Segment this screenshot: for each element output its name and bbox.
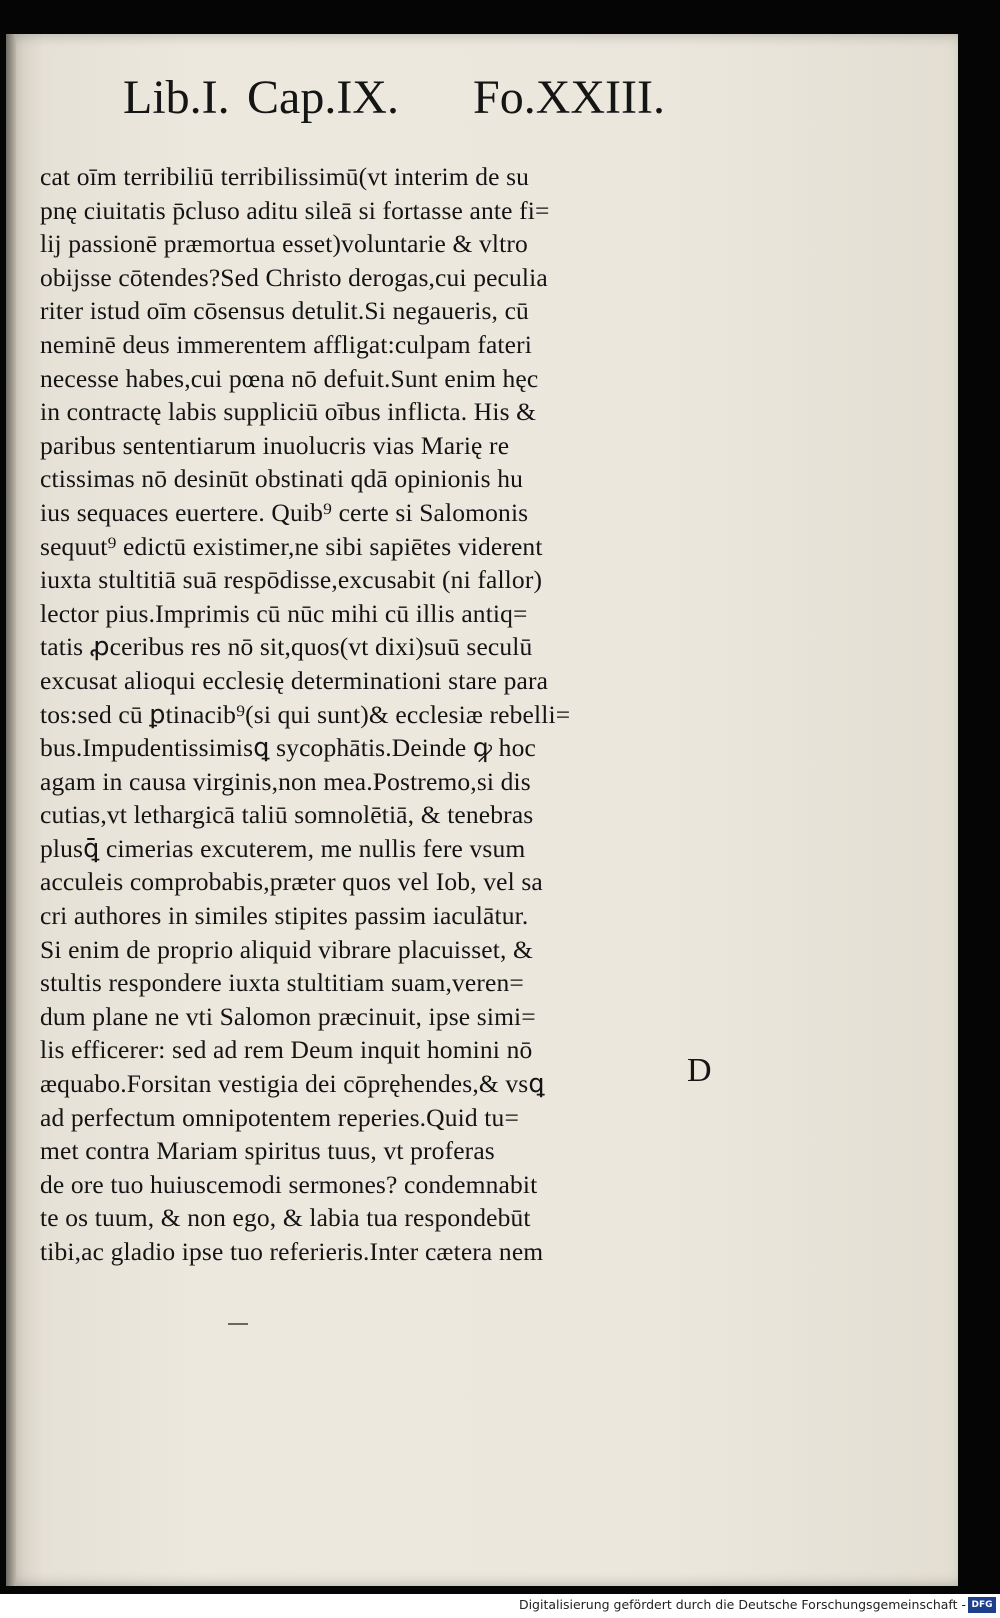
text-line: ctissimas nō desinūt obstinati qdā opinionis hu — [40, 464, 524, 494]
text-line: agam in causa virginis,non mea.Postremo,si dis — [40, 766, 531, 796]
footer-credit: Digitalisierung gefördert durch die Deutsche Forschungsgemeinschaft - — [518, 1597, 966, 1612]
running-header — [115, 70, 695, 140]
text-line: æquabo.Forsitan vestigia dei cōpręhendes,& vsꝗ — [40, 1069, 545, 1099]
text-line: in contractę labis suppliciū oībus inflicta. His & — [40, 397, 537, 427]
text-line: te os tuum, & non ego, & labia tua respondebūt — [40, 1203, 531, 1233]
page-mark-dash — [228, 1323, 248, 1325]
text-line: lector pius.Imprimis cū nūc mihi cū illis antiq= — [40, 598, 528, 628]
text-line: pnę ciuitatis p̄cluso aditu sileā si fortasse ante fi= — [40, 195, 550, 225]
margin-section-letter: D — [687, 1052, 712, 1089]
text-line: lij passionē præmortua esset)voluntarie & vltro — [40, 229, 528, 259]
text-line: plusꝗ̄ cimerias excuterem, me nullis fere vsum — [40, 833, 526, 863]
text-line: riter istud oīm cōsensus detulit.Si negaueris, cū — [40, 296, 529, 326]
text-line: lis efficerer: sed ad rem Deum inquit homini nō — [40, 1035, 533, 1065]
text-line: necesse habes,cui pœna nō defuit.Sunt enim hęc — [40, 363, 539, 393]
text-line: paribus sententiarum inuolucris vias Marię re — [40, 430, 510, 460]
text-line: ius sequaces euertere. Quib⁹ certe si Salomonis — [40, 497, 529, 527]
text-line: bus.Impudentissimisꝗ sycophātis.Deinde ꝙ hoc — [40, 733, 536, 763]
text-line: stultis respondere iuxta stultitiam suam,veren= — [40, 968, 524, 998]
header-book: Lib.I. — [123, 71, 230, 124]
text-line: tos:sed cū ꝑtinacib⁹(si qui sunt)& ecclesiæ rebelli= — [40, 699, 571, 729]
text-line: iuxta stultitiā suā respōdisse,excusabit (ni fallor) — [40, 565, 543, 595]
text-line: tibi,ac gladio ipse tuo referieris.Inter cætera nem — [40, 1237, 544, 1266]
text-line: dum plane ne vti Salomon præcinuit, ipse simi= — [40, 1001, 536, 1031]
text-line: sequut⁹ edictū existimer,ne sibi sapiētes viderent — [40, 531, 543, 561]
digitization-footer — [0, 1594, 1000, 1618]
text-line: obijsse cōtendes?Sed Christo derogas,cui peculia — [40, 262, 548, 292]
text-line: met contra Mariam spiritus tuus, vt proferas — [40, 1136, 495, 1166]
header-chapter: Cap.IX. — [247, 71, 399, 124]
text-line: cat oīm terribiliū terribilissimū(vt interim de su — [40, 162, 530, 191]
dfg-logo: DFG — [968, 1597, 996, 1613]
text-line: tatis ꝓceribus res nō sit,quos(vt dixi)suū seculū — [40, 632, 533, 662]
text-line: de ore tuo huiuscemodi sermones? condemnabit — [40, 1169, 538, 1199]
text-line: excusat alioqui ecclesię determinationi stare para — [40, 665, 549, 695]
text-line: cri authores in similes stipites passim iaculātur. — [40, 901, 529, 931]
text-line: cutias,vt lethargicā taliū somnolētiā, & tenebras — [40, 800, 534, 830]
text-line: neminē deus immerentem affligat:culpam fateri — [40, 329, 533, 359]
header-folio: Fo.XXIII. — [473, 71, 665, 124]
text-line: acculeis comprobabis,præter quos vel Iob, vel sa — [40, 867, 543, 897]
text-line: ad perfectum omnipotentem reperies.Quid tu= — [40, 1102, 519, 1132]
page-gutter-edge — [6, 34, 16, 1586]
body-text — [40, 160, 690, 1269]
text-line: Si enim de proprio aliquid vibrare placuisset, & — [40, 934, 534, 964]
